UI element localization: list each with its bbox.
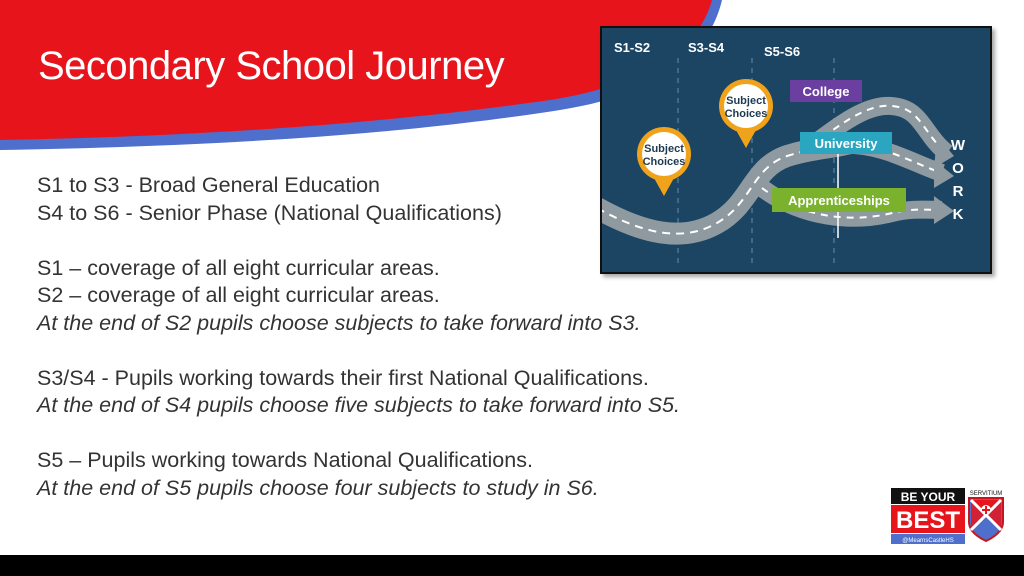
pin-1-line-1: Subject [644, 143, 684, 155]
work-letter-o: O [952, 160, 964, 177]
work-letter-r: R [952, 183, 964, 200]
s4-choice-note [37, 392, 737, 420]
s5-line: S5 – Pupils working towards National Qualifications. [37, 448, 533, 472]
badge-line-1: BE YOUR [900, 490, 956, 504]
school-journey-image [600, 26, 992, 274]
stage-label-s1-s2: S1-S2 [614, 40, 651, 55]
pin-2-line-2: Choices [724, 108, 768, 120]
s3-s4-line: S3/S4 - Pupils working towards their first National Qualifications. [37, 365, 649, 390]
s2-choice-note [37, 310, 737, 338]
work-letter-k: K [952, 206, 964, 223]
stage-label-s5-s6: S5-S6 [764, 44, 801, 59]
badge-motto: SERVITIUM [969, 491, 1003, 497]
work-letter-w: W [950, 137, 966, 154]
s2-line: S2 – coverage of all eight curricular areas. [37, 283, 440, 307]
destination-college: College [802, 84, 850, 99]
destination-university: University [814, 136, 878, 151]
destination-apprenticeships: Apprenticeships [788, 193, 890, 208]
senior-phase-line: S4 to S6 - Senior Phase (National Qualifications) [37, 200, 502, 225]
bge-line: S1 to S3 - Broad General Education [37, 173, 381, 197]
s5-choice-note [37, 475, 737, 503]
pin-2-line-1: Subject [726, 95, 766, 107]
bottom-bar [0, 555, 1024, 576]
stage-label-s3-s4: S3-S4 [688, 40, 725, 55]
slide-title: Secondary School Journey [38, 44, 505, 88]
s5-choice-text: At the end of S5 pupils choose four subjects to study in S6. [37, 475, 599, 500]
s2-choice-text: At the end of S2 pupils choose subjects to take forward into S3. [37, 310, 641, 335]
s1-line: S1 – coverage of all eight curricular areas. [37, 255, 440, 280]
be-your-best-badge [891, 488, 1005, 544]
badge-line-2: BEST [895, 507, 961, 534]
s4-choice-text: At the end of S4 pupils choose five subjects to take forward into S5. [37, 393, 680, 417]
badge-handle: @MearnsCastleHS [902, 538, 954, 544]
pin-1-line-2: Choices [642, 156, 686, 168]
